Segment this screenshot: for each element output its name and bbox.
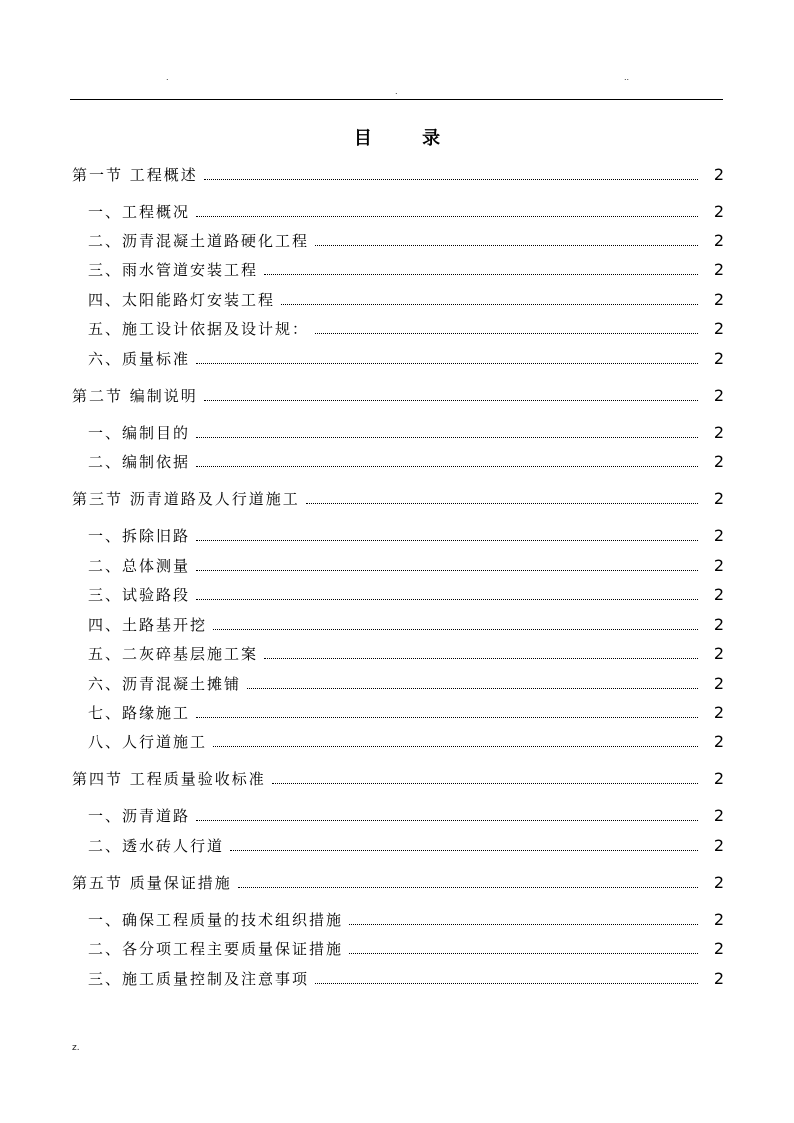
toc-section-entry[interactable] [72,385,724,407]
toc-section-entry[interactable] [72,488,724,510]
toc-dot-leader [264,658,698,659]
toc-entry-label: 八、人行道施工 [88,733,208,751]
toc-dot-leader [196,437,698,438]
toc-page-number: 2 [713,969,724,988]
toc-dot-leader [281,304,698,305]
toc-dot-leader [196,717,698,718]
toc-entry-label: 第五节 质量保证措施 [72,874,232,892]
toc-subsection-entry[interactable] [88,938,724,960]
toc-page-number: 2 [713,615,724,634]
toc-entry-label: 二、各分项工程主要质量保证措施 [88,940,344,958]
toc-page-number: 2 [713,231,724,250]
toc-subsection-entry[interactable] [88,348,724,370]
toc-page-number: 2 [713,769,724,788]
toc-page-number: 2 [713,644,724,663]
toc-dot-leader [213,746,698,747]
toc-section-entry[interactable] [72,768,724,790]
toc-dot-leader [349,953,698,954]
toc-subsection-entry[interactable] [88,451,724,473]
toc-subsection-entry[interactable] [88,201,724,223]
toc-entry-label: 一、编制目的 [88,424,191,442]
toc-entry-label: 一、沥青道路 [88,807,191,825]
toc-subsection-entry[interactable] [88,614,724,636]
toc-page-number: 2 [713,910,724,929]
toc-dot-leader [204,179,698,180]
toc-entry-label: 三、试验路段 [88,586,191,604]
toc-subsection-entry[interactable] [88,731,724,753]
toc-page-number: 2 [713,806,724,825]
toc-entry-label: 第四节 工程质量验收标准 [72,770,266,788]
toc-subsection-entry[interactable] [88,968,724,990]
toc-dot-leader [315,245,698,246]
toc-page-number: 2 [713,452,724,471]
toc-entry-label: 三、施工质量控制及注意事项 [88,970,310,988]
toc-dot-leader [196,570,698,571]
toc-entry-label: 七、路缘施工 [88,704,191,722]
toc-section-entry[interactable] [72,164,724,186]
toc-subsection-entry[interactable] [88,259,724,281]
toc-page-number: 2 [713,423,724,442]
toc-entry-label: 第三节 沥青道路及人行道施工 [72,490,300,508]
toc-dot-leader [315,333,698,334]
toc-page-number: 2 [713,556,724,575]
toc-entry-label: 一、工程概况 [88,203,191,221]
toc-page-number: 2 [713,939,724,958]
toc-page-number: 2 [713,290,724,309]
toc-entry-label: 三、雨水管道安装工程 [88,261,259,279]
toc-entry-label: 六、质量标准 [88,350,191,368]
toc-subsection-entry[interactable] [88,289,724,311]
toc-page-number: 2 [713,260,724,279]
toc-page-number: 2 [713,489,724,508]
toc-subsection-entry[interactable] [88,422,724,444]
toc-entry-label: 第二节 编制说明 [72,387,198,405]
toc-dot-leader [238,887,698,888]
toc-subsection-entry[interactable] [88,230,724,252]
toc-entry-label: 二、沥青混凝土道路硬化工程 [88,232,310,250]
toc-subsection-entry[interactable] [88,584,724,606]
toc-dot-leader [196,363,698,364]
page-title: 目 录 [353,128,463,149]
toc-dot-leader [196,599,698,600]
toc-page-number: 2 [713,386,724,405]
toc-page-number: 2 [713,165,724,184]
toc-dot-leader [213,629,698,630]
toc-page-number: 2 [713,585,724,604]
toc-dot-leader [196,540,698,541]
toc-section-entry[interactable] [72,872,724,894]
header-mark-left: . [166,73,169,82]
toc-page-number: 2 [713,703,724,722]
toc-page-number: 2 [713,873,724,892]
toc-page-number: 2 [713,836,724,855]
toc-dot-leader [315,983,698,984]
toc-page-number: 2 [713,526,724,545]
toc-subsection-entry[interactable] [88,702,724,724]
toc-subsection-entry[interactable] [88,673,724,695]
toc-subsection-entry[interactable] [88,555,724,577]
toc-subsection-entry[interactable] [88,835,724,857]
page-footer: z. [72,1043,80,1053]
toc-dot-leader [196,216,698,217]
toc-page-number: 2 [713,319,724,338]
toc-entry-label: 五、二灰碎基层施工案 [88,645,259,663]
toc-dot-leader [230,850,698,851]
toc-dot-leader [247,688,698,689]
toc-dot-leader [204,400,698,401]
header-mark-center: . [395,87,398,96]
toc-entry-label: 第一节 工程概述 [72,166,198,184]
toc-subsection-entry[interactable] [88,909,724,931]
toc-entry-label: 五、施工设计依据及设计规： [88,320,310,338]
toc-entry-label: 二、编制依据 [88,453,191,471]
toc-dot-leader [264,274,698,275]
toc-dot-leader [196,466,698,467]
toc-entry-label: 四、土路基开挖 [88,616,208,634]
toc-page-number: 2 [713,349,724,368]
toc-entry-label: 四、太阳能路灯安装工程 [88,291,276,309]
toc-dot-leader [306,503,698,504]
toc-page-number: 2 [713,202,724,221]
toc-entry-label: 六、沥青混凝土摊铺 [88,675,242,693]
toc-entry-label: 二、总体测量 [88,557,191,575]
toc-entry-label: 一、确保工程质量的技术组织措施 [88,911,344,929]
toc-page-number: 2 [713,674,724,693]
toc-subsection-entry[interactable] [88,643,724,665]
toc-dot-leader [272,783,698,784]
toc-entry-label: 一、拆除旧路 [88,527,191,545]
toc-subsection-entry[interactable] [88,525,724,547]
toc-subsection-entry[interactable] [88,318,724,340]
toc-subsection-entry[interactable] [88,805,724,827]
header-rule [70,99,723,100]
toc-page-number: 2 [713,732,724,751]
toc-dot-leader [349,924,698,925]
toc-dot-leader [196,820,698,821]
header-mark-right: .. [624,73,630,82]
toc-entry-label: 二、透水砖人行道 [88,837,225,855]
